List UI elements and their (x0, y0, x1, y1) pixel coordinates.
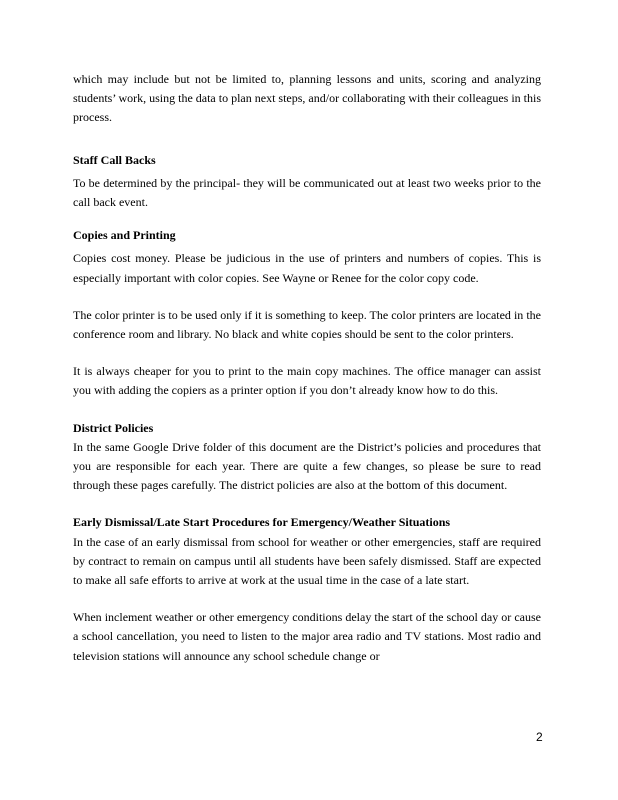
body-paragraph: In the same Google Drive folder of this document are the District’s policies and procedures that you are responsible for each year. There are quite a few changes, so please be sure to read through these pages carefully. The district policies are also at the bottom of this document. (73, 439, 541, 493)
body-paragraph: The color printer is to be used only if it is something to keep. The color printers are located in the conference room and library. No black and white copies should be sent to the color printers. (73, 307, 541, 342)
page-number: 2 (536, 730, 543, 744)
body-paragraph: Copies cost money. Please be judicious in the use of printers and numbers of copies. This is especially important with color copies. See Wayne or Renee for the color copy code. (73, 251, 541, 285)
section-heading-early-dismissal: Early Dismissal/Late Start Procedures for Emergency/Weather Situations (73, 515, 451, 530)
document-page (73, 70, 541, 666)
section-heading-district-policies: District Policies (73, 420, 154, 435)
body-paragraph: When inclement weather or other emergency conditions delay the start of the school day or cause a school cancellation, you need to listen to the major area radio and TV stations. Most radio and television stations will announce any school schedule change or (73, 610, 541, 663)
body-paragraph: which may include but not be limited to, planning lessons and units, scoring and analyzing students’ work, using the data to plan next steps, and/or collaborating with their colleagues in this process. (73, 72, 542, 125)
section-heading-staff-call-backs: Staff Call Backs (73, 152, 156, 167)
body-paragraph: In the case of an early dismissal from school for weather or other emergencies, staff are required by contract to remain on campus until all students have been safely dismissed. Staff are expected to make all safe efforts to arrive at work at the usual time in the case of a late start. (73, 534, 541, 588)
section-heading-copies-printing: Copies and Printing (73, 228, 176, 243)
body-paragraph: To be determined by the principal- they will be communicated out at least two weeks prior to the call back event. (73, 175, 541, 210)
body-paragraph: It is always cheaper for you to print to the main copy machines. The office manager can assist you with adding the copiers as a printer option if you don’t already know how to do this. (73, 364, 541, 398)
